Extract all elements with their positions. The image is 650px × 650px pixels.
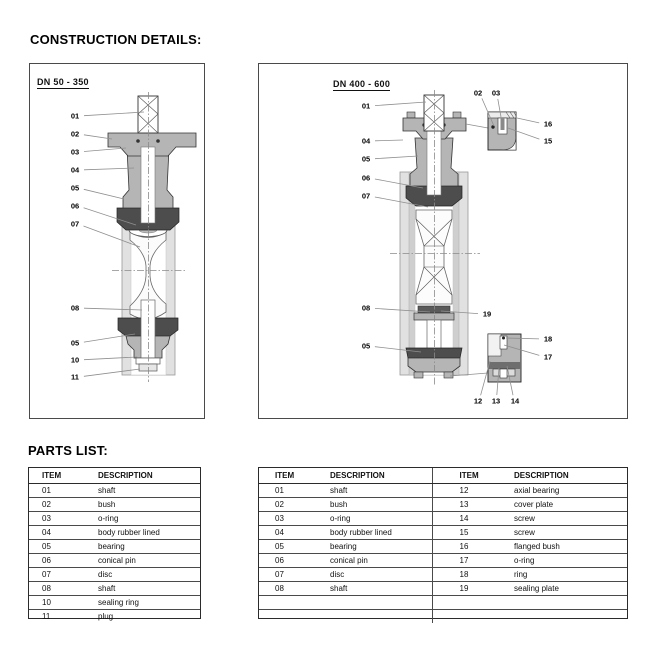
part-label-18: 18 — [543, 334, 553, 344]
part-label-17: 17 — [543, 352, 553, 362]
table-cell: screw — [514, 526, 627, 540]
table-cell: conical pin — [98, 554, 200, 568]
table-row — [29, 540, 200, 554]
table-cell: sealing plate — [514, 582, 627, 596]
table-cell: 10 — [29, 596, 98, 610]
table-cell — [514, 610, 627, 624]
table-row — [259, 596, 627, 610]
part-label-07: 07 — [70, 219, 80, 229]
table-cell: o-ring — [330, 512, 432, 526]
table-cell: shaft — [330, 484, 432, 498]
part-label-07: 07 — [361, 191, 371, 201]
table-row — [259, 484, 627, 498]
table-cell: 17 — [432, 554, 514, 568]
table-cell: bearing — [330, 540, 432, 554]
part-label-11: 11 — [71, 372, 79, 382]
table-cell: 08 — [259, 582, 330, 596]
construction-details-title: CONSTRUCTION DETAILS: — [30, 32, 202, 47]
table-cell: 05 — [259, 540, 330, 554]
table-cell: 02 — [29, 498, 98, 512]
table-row — [259, 610, 627, 624]
table-cell: o-ring — [514, 554, 627, 568]
part-label-01: 01 — [70, 111, 80, 121]
diagram-title-dn50-350: DN 50 - 350 — [37, 77, 89, 87]
table-cell: 19 — [432, 582, 514, 596]
table-cell: 05 — [29, 540, 98, 554]
table-row — [259, 498, 627, 512]
part-label-10: 10 — [70, 355, 80, 365]
part-label-06: 06 — [70, 201, 80, 211]
table-row — [29, 512, 200, 526]
part-label-06: 06 — [361, 173, 371, 183]
table-row — [259, 582, 627, 596]
table-cell: 13 — [432, 498, 514, 512]
part-label-08: 08 — [70, 303, 80, 313]
part-label-19: 19 — [482, 309, 492, 319]
table-row — [29, 498, 200, 512]
diagram-title-dn400-600: DN 400 - 600 — [333, 79, 391, 89]
table-cell: body rubber lined — [98, 526, 200, 540]
table-row — [29, 484, 200, 498]
part-label-12: 12 — [473, 396, 483, 406]
part-label-02: 02 — [70, 129, 80, 139]
table-cell: 04 — [29, 526, 98, 540]
part-label-04: 04 — [361, 136, 371, 146]
part-label-13: 13 — [491, 396, 501, 406]
table-cell: shaft — [98, 582, 200, 596]
part-label-15: 15 — [543, 136, 553, 146]
table-cell: 01 — [259, 484, 330, 498]
table-cell: shaft — [98, 484, 200, 498]
part-label-03: 03 — [491, 88, 501, 98]
table-cell: disc — [330, 568, 432, 582]
table-row — [29, 526, 200, 540]
table-header: ITEM — [432, 468, 514, 484]
table-cell: 11 — [42, 612, 51, 621]
table-cell — [432, 610, 514, 624]
table-cell: body rubber lined — [330, 526, 432, 540]
table-row — [29, 582, 200, 596]
table-header: DESCRIPTION — [330, 468, 432, 484]
table-cell: flanged bush — [514, 540, 627, 554]
table-row — [259, 526, 627, 540]
part-label-05: 05 — [70, 183, 80, 193]
table-cell: ring — [514, 568, 627, 582]
table-row — [259, 568, 627, 582]
table-cell: bush — [330, 498, 432, 512]
table-cell: disc — [98, 568, 200, 582]
parts-list-title: PARTS LIST: — [28, 443, 108, 458]
table-cell: 03 — [29, 512, 98, 526]
table-cell: 15 — [432, 526, 514, 540]
table-cell: 16 — [432, 540, 514, 554]
parts-table-left — [28, 467, 201, 619]
part-label-05: 05 — [361, 154, 371, 164]
table-cell: 12 — [432, 484, 514, 498]
part-label-05: 05 — [70, 338, 80, 348]
table-cell — [432, 596, 514, 610]
table-cell: 01 — [29, 484, 98, 498]
part-label-04: 04 — [70, 165, 80, 175]
table-row — [29, 596, 200, 610]
table-cell: 02 — [259, 498, 330, 512]
table-cell: 08 — [29, 582, 98, 596]
part-label-05: 05 — [361, 341, 371, 351]
table-cell: shaft — [330, 582, 432, 596]
table-cell: bush — [98, 498, 200, 512]
table-cell: o-ring — [98, 512, 200, 526]
table-cell — [259, 610, 330, 624]
table-cell — [259, 596, 330, 610]
part-label-08: 08 — [361, 303, 371, 313]
table-header: DESCRIPTION — [514, 468, 627, 484]
table-row — [259, 512, 627, 526]
table-cell: 07 — [29, 568, 98, 582]
table-cell: sealing ring — [98, 596, 200, 610]
table-row — [29, 554, 200, 568]
table-cell: 06 — [29, 554, 98, 568]
table-cell: 06 — [259, 554, 330, 568]
table-cell: plug — [98, 612, 114, 621]
part-label-01: 01 — [361, 101, 371, 111]
table-row — [29, 610, 200, 624]
part-label-16: 16 — [543, 119, 553, 129]
part-label-03: 03 — [70, 147, 80, 157]
table-row — [259, 554, 627, 568]
table-cell — [330, 610, 432, 624]
table-header: DESCRIPTION — [98, 468, 200, 484]
table-row — [259, 540, 627, 554]
part-label-14: 14 — [510, 396, 520, 406]
table-cell: cover plate — [514, 498, 627, 512]
table-cell: 14 — [432, 512, 514, 526]
parts-table-right — [258, 467, 628, 619]
table-cell: conical pin — [330, 554, 432, 568]
table-cell — [330, 596, 432, 610]
table-cell: axial bearing — [514, 484, 627, 498]
table-header: ITEM — [29, 468, 98, 484]
table-cell: 18 — [432, 568, 514, 582]
table-cell — [514, 596, 627, 610]
table-row — [29, 568, 200, 582]
table-cell: screw — [514, 512, 627, 526]
table-cell: bearing — [98, 540, 200, 554]
table-cell: 03 — [259, 512, 330, 526]
table-header: ITEM — [259, 468, 330, 484]
table-cell: 04 — [259, 526, 330, 540]
diagram-panel-dn400-600 — [258, 63, 628, 419]
table-cell: 07 — [259, 568, 330, 582]
diagram-panel-dn50-350 — [29, 63, 205, 419]
part-label-02: 02 — [473, 88, 483, 98]
